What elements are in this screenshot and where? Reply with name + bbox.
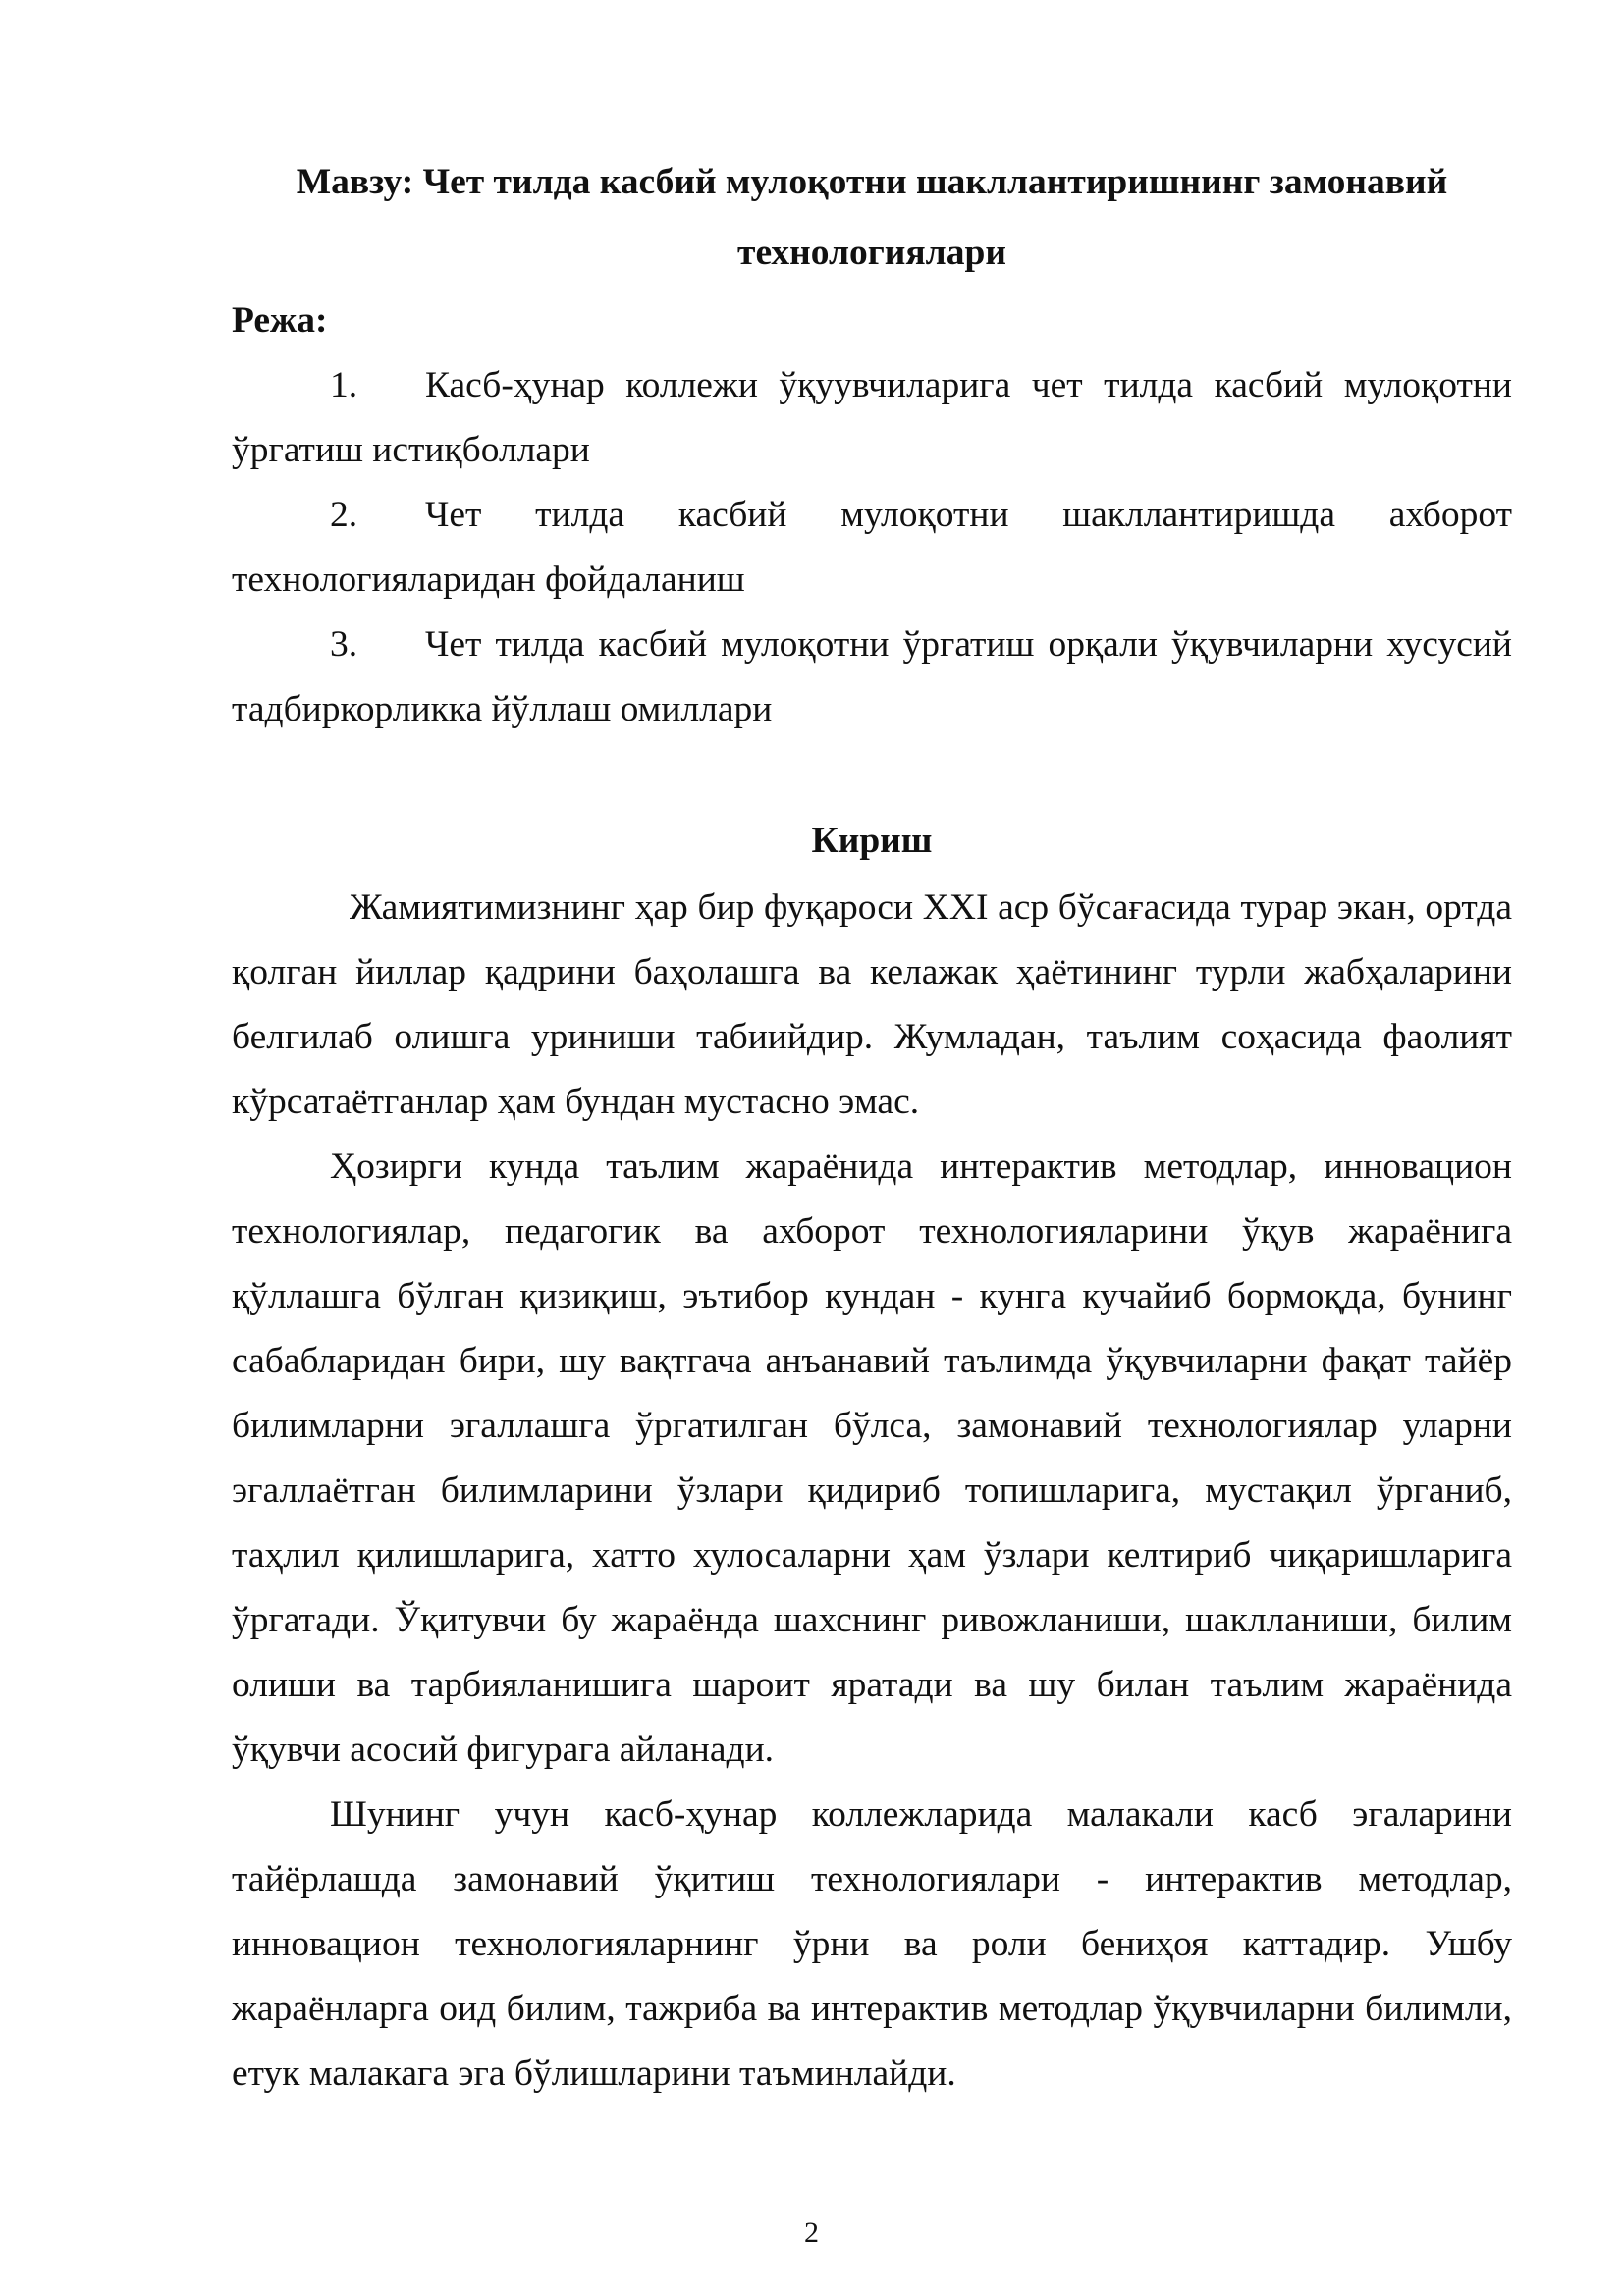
document-title: Мавзу: Чет тилда касбий мулоқотни шакллантиришнинг замонавий технологиялари xyxy=(296,162,1448,273)
plan-item-number: 1. xyxy=(330,365,358,405)
plan-item-text: Касб-ҳунар коллежи ўқуувчиларига чет тилда касбий мулоқотни ўргатиш истиқболлари xyxy=(232,365,1512,470)
page-content xyxy=(232,147,1512,2107)
body-paragraph: Жамиятимизнинг ҳар бир фуқароси XXI аср бўсағасида турар экан, ортда қолган йиллар қадрини баҳолашга ва келажак ҳаётининг турли жабҳаларини белгилаб олишга уриниши табиийдир. Жумладан, таълим соҳасида фаолият кўрсатаётганлар ҳам бундан мустасно эмас. xyxy=(232,887,1512,1122)
body-paragraph: Шунинг учун касб-ҳунар коллежларида малакали касб эгаларини тайёрлашда замонавий ўқитиш технологиялари - интерактив методлар, инновацион технологияларнинг ўрни ва роли бениҳоя каттадир. Ушбу жараёнларга оид билим, тажриба ва интерактив методлар ўқувчиларни билимли, етук малакага эга бўлишларини таъминлайди. xyxy=(232,1794,1512,2094)
intro-heading: Кириш xyxy=(811,821,933,861)
plan-item-text: Чет тилда касбий мулоқотни шакллантиришда ахборот технологияларидан фойдаланиш xyxy=(232,495,1512,600)
plan-item-text: Чет тилда касбий мулоқотни ўргатиш орқали ўқувчиларни хусусий тадбиркорликка йўллаш омиллари xyxy=(232,624,1512,729)
plan-item xyxy=(232,613,1512,742)
plan-heading: Режа: xyxy=(232,300,328,341)
plan-item-number: 3. xyxy=(330,624,358,665)
page-number: 2 xyxy=(804,2216,819,2249)
body-paragraph: Ҳозирги кунда таълим жараёнида интерактив методлар, инновацион технологиялар, педагогик ва ахборот технологияларини ўқув жараёнига қўллашга бўлган қизиқиш, эътибор кундан - кунга кучайиб бормоқда, бунинг сабабларидан бири, шу вақтгача анъанавий таълимда ўқувчиларни фақат тайёр билимларни эгаллашга ўргатилган бўлса, замонавий технологиялар уларни эгаллаётган билимларини ўзлари қидириб топишларига, мустақил ўрганиб, таҳлил қилишларига, хатто хулосаларни ҳам ўзлари келтириб чиқаришларига ўргатади. Ўқитувчи бу жараёнда шахснинг ривожланиши, шаклланиши, билим олиши ва тарбияланишига шароит яратади ва шу билан таълим жараёнида ўқувчи асосий фигурага айланади. xyxy=(232,1147,1512,1770)
plan-item xyxy=(232,353,1512,483)
plan-item-number: 2. xyxy=(330,495,358,535)
section-spacer xyxy=(232,742,1512,807)
plan-item xyxy=(232,483,1512,613)
